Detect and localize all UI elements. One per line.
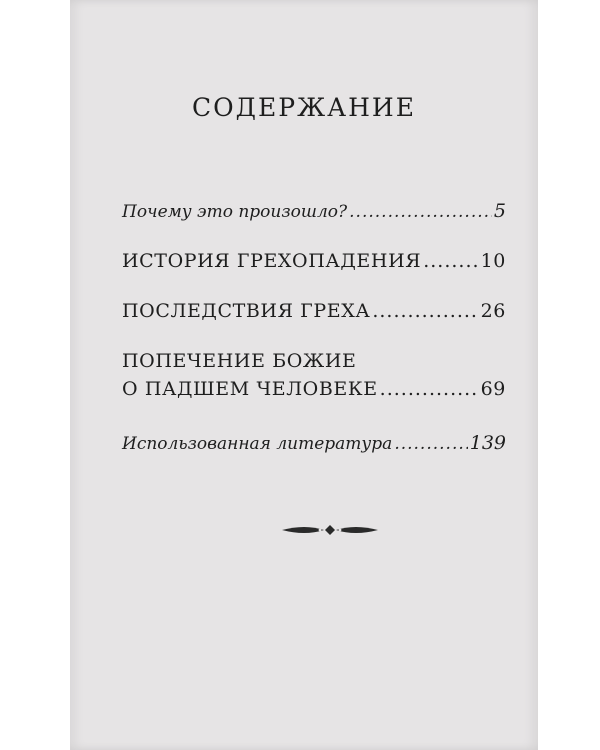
toc-entry-label-line1: ПОПЕЧЕНИЕ БОЖИЕ <box>122 350 357 372</box>
toc-entry-page: 26 <box>480 300 506 322</box>
toc-entry-label: ПОСЛЕДСТВИЯ ГРЕХА <box>122 300 371 322</box>
toc-entry-page: 69 <box>480 378 506 400</box>
page-title: СОДЕРЖАНИЕ <box>192 93 416 122</box>
book-page <box>70 0 538 750</box>
dot-leader <box>423 250 478 272</box>
toc-entry <box>122 250 506 272</box>
toc-entry-page: 10 <box>480 250 506 272</box>
toc-entry <box>122 200 506 222</box>
toc-entry-label: ИСТОРИЯ ГРЕХОПАДЕНИЯ <box>122 250 422 272</box>
dot-leader <box>394 434 467 454</box>
toc-entry <box>122 432 506 454</box>
toc-entry-label: О ПАДШЕМ ЧЕЛОВЕКЕ <box>122 378 378 400</box>
toc-entry <box>122 300 506 322</box>
dot-leader <box>349 202 492 222</box>
decorative-ornament <box>280 522 380 538</box>
toc-entry-page: 5 <box>493 200 506 222</box>
dot-leader <box>380 378 479 400</box>
dot-leader <box>372 300 478 322</box>
toc-entry-page: 139 <box>469 432 506 454</box>
toc-entry-label: Почему это произошло? <box>122 202 348 222</box>
toc-entry <box>122 378 506 400</box>
toc-entry-label: Использованная литература <box>122 434 393 454</box>
